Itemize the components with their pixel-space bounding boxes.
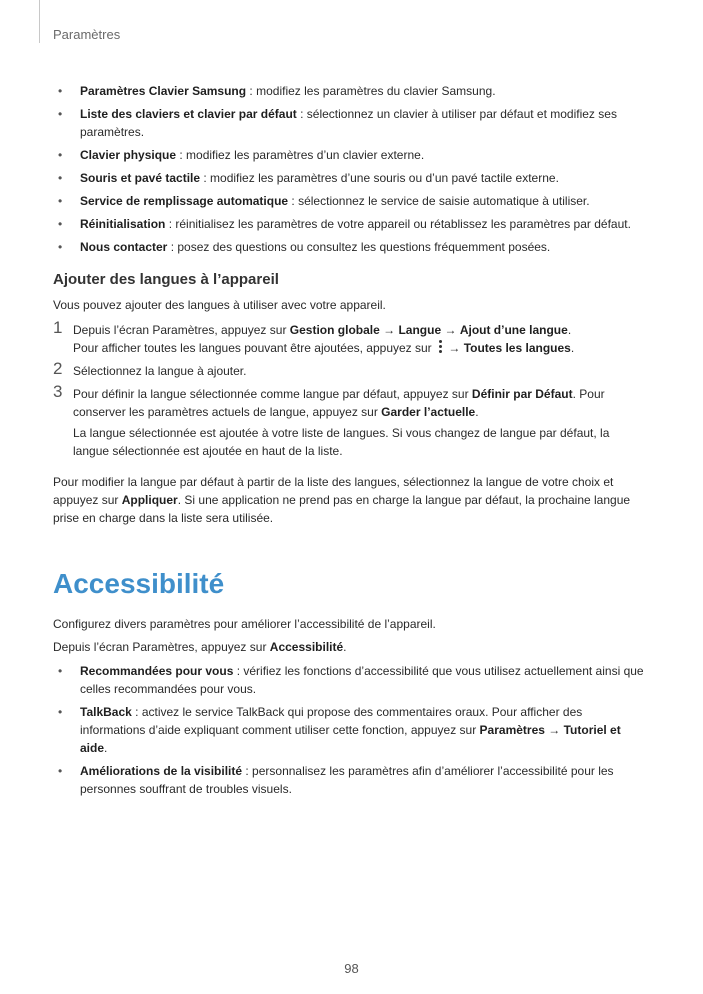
bullet-icon: •	[58, 705, 63, 719]
step-number: 1	[53, 318, 63, 337]
list-item-text: : posez des questions ou consultez les questions fréquemment posées.	[167, 240, 551, 254]
arrow-icon: →	[379, 323, 399, 337]
step-number: 2	[53, 359, 63, 378]
list-item	[53, 192, 648, 210]
list-item-term: Recommandées pour vous	[80, 664, 234, 678]
list-item-term: Réinitialisation	[80, 217, 166, 231]
list-item-text: : activez le service TalkBack qui propose des commentaires oraux. Pour afficher des informations d’aide expliquant comment utiliser cette fonction, appuyez sur	[80, 705, 583, 737]
list-item-text: : modifiez les paramètres d’une souris ou d’un pavé tactile externe.	[200, 171, 559, 185]
step-text-part: .	[567, 323, 572, 337]
bullet-icon: •	[58, 107, 63, 121]
list-item-term: Nous contacter	[80, 240, 168, 254]
ui-term: Toutes les langues	[463, 341, 571, 355]
list-item-text: : sélectionnez un clavier à utiliser par défaut et modifiez ses paramètres.	[80, 107, 617, 139]
list-item	[53, 703, 648, 757]
step-3	[53, 382, 648, 460]
list-item-term: TalkBack	[80, 705, 132, 719]
languages-intro: Vous pouvez ajouter des langues à utiliser avec votre appareil.	[53, 298, 386, 312]
page-number: 98	[344, 961, 359, 976]
ui-term: Appliquer	[121, 493, 178, 507]
list-item-text: : modifiez les paramètres d’un clavier externe.	[176, 148, 425, 162]
ui-term: Gestion globale	[289, 323, 380, 337]
paragraph-part: Depuis l’écran Paramètres, appuyez sur	[53, 640, 270, 654]
ui-term: Ajout d’une langue	[459, 323, 568, 337]
list-item-text: : vérifiez les fonctions d’accessibilité que vous utilisez actuellement ainsi que celles recommandées pour vous.	[80, 664, 644, 696]
step-text-part: .	[475, 405, 479, 419]
step-text-part: Depuis l’écran Paramètres, appuyez sur	[73, 323, 290, 337]
list-item	[53, 238, 648, 256]
page-content	[53, 82, 648, 803]
accessibility-intro: Configurez divers paramètres pour améliorer l’accessibilité de l’appareil.	[53, 617, 436, 631]
step-text-part: . Pour conserver les paramètres actuels de langue, appuyez sur	[73, 387, 605, 419]
step-1	[53, 318, 648, 357]
step-text	[73, 321, 648, 339]
accessibility-path	[53, 638, 648, 656]
list-item	[53, 762, 648, 798]
list-item-term: Clavier physique	[80, 148, 177, 162]
paragraph-part: Pour modifier la langue par défaut à partir de la liste des langues, sélectionnez la langue de votre choix et appuyez sur	[53, 475, 614, 507]
accessibility-list	[53, 662, 648, 798]
list-item-term: Liste des claviers et clavier par défaut	[80, 107, 297, 121]
paragraph-part: .	[343, 640, 347, 654]
language-steps	[53, 318, 648, 460]
ui-term: Accessibilité	[269, 640, 344, 654]
bullet-icon: •	[58, 148, 63, 162]
more-options-icon	[435, 340, 445, 354]
list-item	[53, 169, 648, 187]
list-item-text: : personnalisez les paramètres afin d’améliorer l’accessibilité pour les personnes souffrant de troubles visuels.	[80, 764, 614, 796]
list-item	[53, 105, 648, 141]
arrow-icon: →	[445, 341, 464, 355]
bullet-icon: •	[58, 171, 63, 185]
running-header: Paramètres	[53, 27, 121, 42]
step-2	[53, 359, 648, 380]
step-note: La langue sélectionnée est ajoutée à votre liste de langues. Si vous changez de langue par défaut, la langue sélectionnée est ajoutée en haut de la liste.	[73, 426, 610, 458]
bullet-icon: •	[58, 194, 63, 208]
bullet-icon: •	[58, 217, 63, 231]
keyboard-settings-list	[53, 82, 648, 256]
languages-heading: Ajouter des langues à l’appareil	[53, 271, 279, 288]
list-item-term: Service de remplissage automatique	[80, 194, 289, 208]
bullet-icon: •	[58, 240, 63, 254]
list-item	[53, 215, 648, 233]
step-text-part: Pour afficher toutes les langues pouvant être ajoutées, appuyez sur	[73, 341, 436, 355]
ui-term: Garder l’actuelle	[381, 405, 476, 419]
step-text-part: Pour définir la langue sélectionnée comme langue par défaut, appuyez sur	[73, 387, 472, 401]
list-item-text: : sélectionnez le service de saisie automatique à utiliser.	[288, 194, 590, 208]
list-item	[53, 146, 648, 164]
list-item-text: .	[104, 741, 108, 755]
arrow-icon: →	[441, 323, 460, 337]
ui-term: Paramètres	[479, 723, 545, 737]
arrow-icon: →	[544, 723, 564, 737]
bullet-icon: •	[58, 664, 63, 678]
step-number: 3	[53, 382, 63, 401]
list-item-text: : modifiez les paramètres du clavier Samsung.	[246, 84, 496, 98]
list-item-term: Améliorations de la visibilité	[80, 764, 243, 778]
section-title: Accessibilité	[53, 568, 225, 599]
ui-term: Définir par Défaut	[471, 387, 573, 401]
bullet-icon: •	[58, 764, 63, 778]
list-item	[53, 82, 648, 100]
step-subtext	[73, 339, 648, 357]
languages-outro	[53, 473, 648, 527]
list-item-term: Paramètres Clavier Samsung	[80, 84, 247, 98]
step-text	[73, 385, 648, 421]
list-item-text: : réinitialisez les paramètres de votre appareil ou rétablissez les paramètres par défaut.	[165, 217, 631, 231]
paragraph-part: . Si une application ne prend pas en charge la langue par défaut, la prochaine langue prise en charge dans la liste sera utilisée.	[53, 493, 631, 525]
step-text: Sélectionnez la langue à ajouter.	[73, 364, 247, 378]
header-divider	[39, 0, 40, 43]
list-item-term: Souris et pavé tactile	[80, 171, 201, 185]
ui-term: Langue	[398, 323, 442, 337]
bullet-icon: •	[58, 84, 63, 98]
ui-term: Tutoriel et aide	[80, 723, 621, 755]
list-item	[53, 662, 648, 698]
step-text-part: .	[570, 341, 575, 355]
